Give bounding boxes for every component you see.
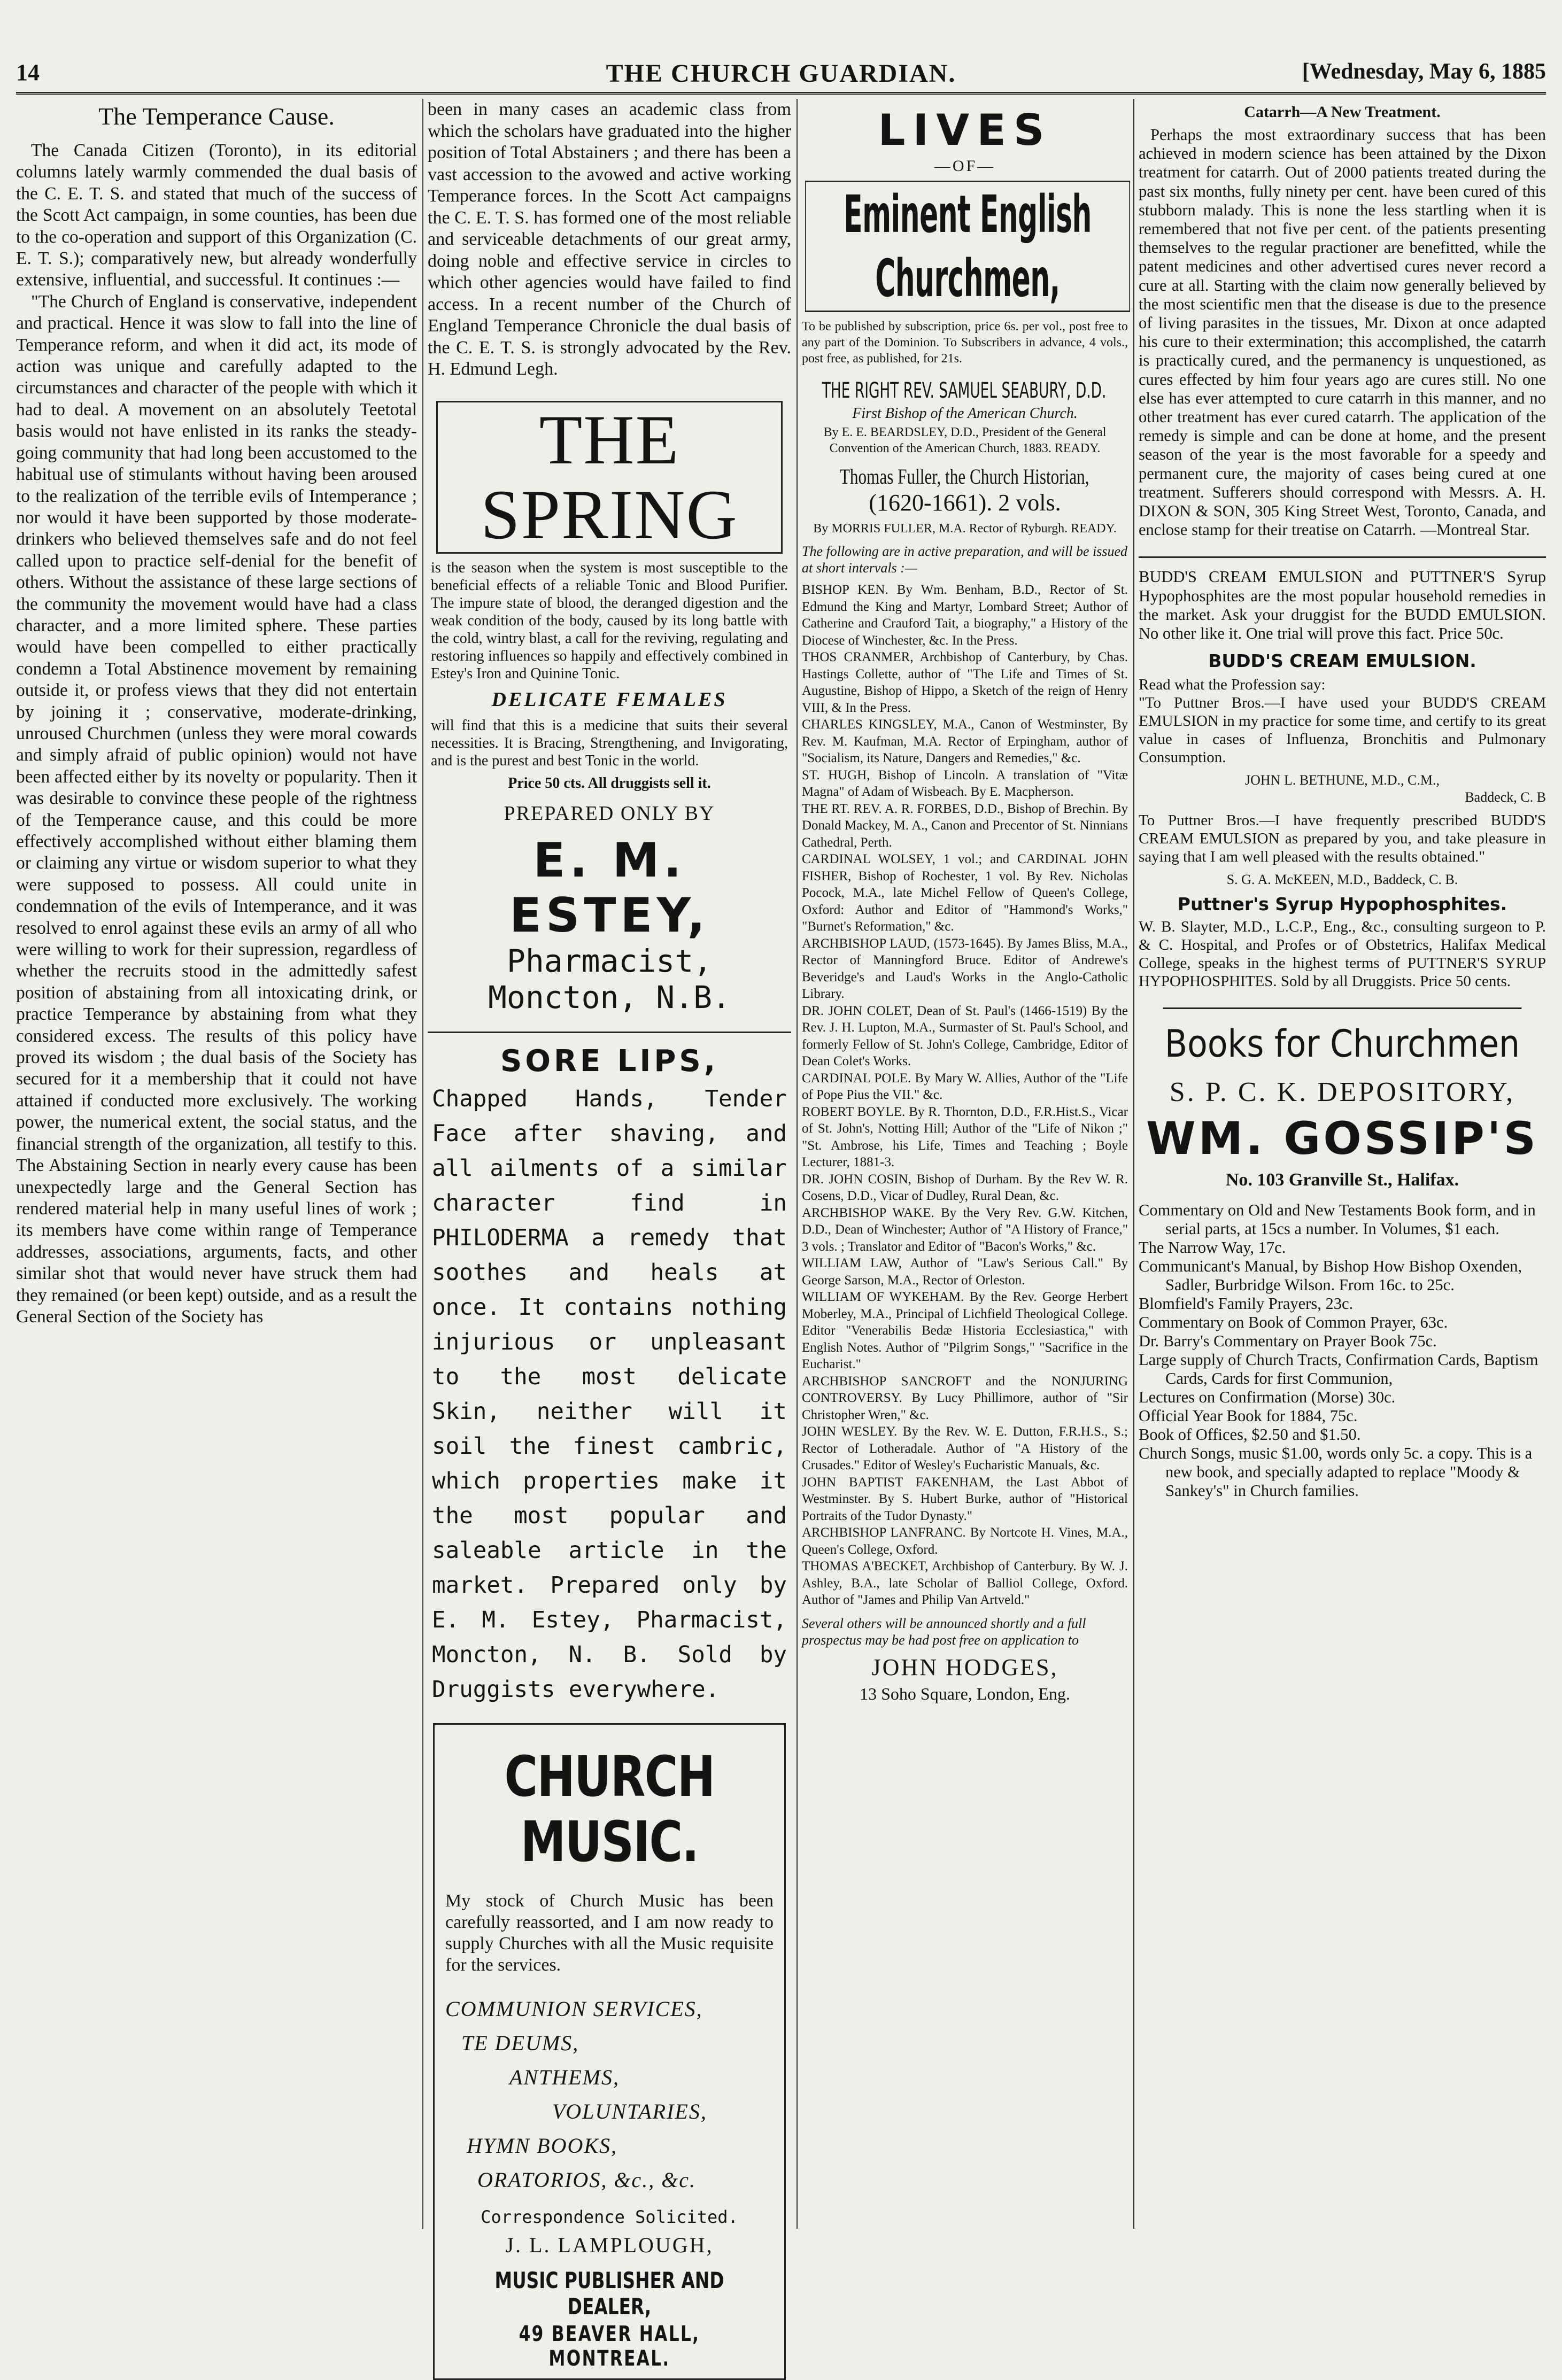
list-item: ARCHBISHOP LANFRANC. By Nortcote H. Vines, M.A., Queen's College, Oxford. [802, 1525, 1128, 1557]
budd-advertisement [1139, 556, 1546, 990]
column-4 [1139, 99, 1546, 2229]
list-item: CARDINAL WOLSEY, 1 vol.; and CARDINAL JOHN FISHER, Bishop of Rochester, 1 vol. By Rev. Nicholas Pocock, M.A., late Michel Fellow of Queen's College, Oxford: Author and Editor of "Hammond's Works," "Burnet's Reformation," &c. [802, 852, 1128, 934]
publisher-name: JOHN HODGES, [871, 1654, 1058, 1680]
column-rule [797, 99, 798, 2229]
article-heading: The Temperance Cause. [98, 103, 335, 130]
list-item: DR. JOHN COLET, Dean of St. Paul's (1466-1519) By the Rev. J. H. Lupton, M.A., Surmaster of St. Paul's School, and formerly Fellow of St. John's College, Cambridge, Editor of Dean Colet's Works. [802, 1003, 1128, 1068]
testimonial: To Puttner Bros.—I have frequently prescribed BUDD'S CREAM EMULSION as prepared by you, and take pleasure in saying that I am well pleased with the results obtained." [1139, 812, 1546, 866]
price-line: Price 50 cts. All druggists sell it. [508, 774, 711, 792]
seller-name: J. L. LAMPLOUGH, [505, 2232, 714, 2257]
signature-name: JOHN L. BETHUNE, M.D., C.M., [1245, 772, 1440, 788]
book-item: Communicant's Manual, by Bishop How Bishop Oxenden, Sadler, Burbridge Wilson. From 16c. to 25c. [1139, 1257, 1522, 1294]
lives-title: LIVES [878, 105, 1052, 155]
seller-role: MUSIC PUBLISHER AND DEALER, [494, 2267, 724, 2320]
list-item: ARCHBISHOP LAUD, (1573-1645). By James Bliss, M.A., Rector of Manningford Bruce. Editor of Andrewe's Beveridge's and Laud's Works in the Anglo-Catholic Library. [802, 936, 1128, 1001]
sore-lips-body: Chapped Hands, Tender Face after shaving, and all ailments of a similar character find in PHILODERMA a remedy that soothes and heals at once. It contains nothing injurious or unpleasant to the most delicate Skin, neither will it soil the finest cambric, which properties make it the most popular and saleable article in the market. Prepared only by E. M. Estey, Pharmacist, Moncton, N. B. Sold by Druggists everywhere. [432, 1086, 787, 1703]
maker-place: Pharmacist, Moncton, N.B. [488, 942, 731, 1015]
paper-title: THE CHURCH GUARDIAN. [606, 59, 956, 88]
book-item: Commentary on Old and New Testaments Book form, and in serial parts, at 15cs a number. In Volumes, $1 each. [1139, 1201, 1536, 1238]
fuller-years: (1620-1661). 2 vols. [869, 490, 1061, 516]
closing-note: Several others will be announced shortly and a full prospectus may be had post free on application to [802, 1615, 1086, 1648]
column-2 [428, 99, 791, 2371]
correspondence-line: Correspondence Solicited. [481, 2206, 738, 2227]
list-item: THOMAS A'BECKET, Archbishop of Canterbury. By W. J. Ashley, B.A., late Scholar of Balliol College, Oxford. Author of "James and Philip Van Artveld." [802, 1559, 1128, 1607]
book-list [1139, 1201, 1546, 1500]
column-rule [422, 99, 423, 2229]
music-item-list [445, 1992, 774, 2197]
delicate-body: will find that this is a medicine that suits their several necessities. It is Bracing, Strengthening, and Invigorating, and is the purest and best Tonic in the world. [431, 717, 788, 769]
article-continuation [428, 99, 791, 381]
list-item: THOS CRANMER, Archbishop of Canterbury, by Chas. Hastings Collette, author of "The Life and Times of St. Augustine, Bishop of Hippo, a Sketch of the reign of Henry VIII, & In the Press. [802, 650, 1128, 715]
article-paragraph: The Canada Citizen (Toronto), in its editorial columns lately warmly commended the dual basis of the C. E. T. S. and stated that much of the success of the Scott Act campaign, in some counties, has been due to the co-operation and support of this Organization (C. E. T. S.); comparatively new, but already wonderfully extensive, influential, and successful. It continues :— [16, 141, 417, 290]
book-item: Book of Offices, $2.50 and $1.50. [1139, 1425, 1361, 1444]
list-item: JOHN BAPTIST FAKENHAM, the Last Abbot of Westminster. By S. Hubert Burke, author of "Historical Portraits of the Tudor Dynasty." [802, 1475, 1128, 1523]
lives-subtitle: Eminent English Churchmen, [805, 181, 1130, 312]
publisher-address: 13 Soho Square, London, Eng. [860, 1684, 1070, 1703]
depository-name: S. P. C. K. DEPOSITORY, [1169, 1077, 1515, 1108]
sore-lips-title: SORE LIPS, [428, 1032, 791, 1079]
seabury-subtitle: First Bishop of the American Church. [852, 405, 1078, 422]
list-item: ST. HUGH, Bishop of Lincoln. A translation of "Vitæ Magna" of Adam of Wisbeach. By E. Macpherson. [802, 768, 1128, 799]
budd-heading: BUDD'S CREAM EMULSION. [1208, 650, 1476, 672]
list-item: JOHN WESLEY. By the Rev. W. E. Dutton, F.R.H.S., S.; Rector of Lotheradale. Author of "A History of the Crusades." Editor of Wesley's Eucharistic Manuals, &c. [802, 1424, 1128, 1472]
fuller-author: By MORRIS FULLER, M.A. Rector of Ryburgh. READY. [813, 522, 1117, 536]
book-item: Church Songs, music $1.00, words only 5c. a copy. This is a new book, and specially adapted to replace "Moody & Sankey's" in Church families. [1139, 1444, 1533, 1500]
forthcoming-list [802, 582, 1128, 1609]
book-item: Official Year Book for 1884, 75c. [1139, 1407, 1358, 1425]
testimonial-signature [1139, 772, 1546, 806]
books-advertisement [1139, 1007, 1546, 1500]
list-item: BISHOP KEN. By Wm. Benham, B.D., Rector of St. Edmund the King and Martyr, Lombard Street; Author of Catherine and Crauford Tait, a biography," a History of the Diocese of Winchester, &c. In the Press. [802, 583, 1128, 648]
column-3 [802, 99, 1128, 2229]
puttner-body: W. B. Slayter, M.D., L.C.P., Eng., &c., consulting surgeon to P. & C. Hospital, and Profes or of Obstetrics, Halifax Medical College, speaks in the highest terms of PUTTNER'S SYRUP HYPOPHOSPHITES. Sold by all Druggists. Price 50 cents. [1139, 918, 1546, 990]
bookseller-address: No. 103 Granville St., Halifax. [1225, 1170, 1459, 1190]
article-paragraph: been in many cases an academic class from which the scholars have graduated into the higher position of Total Abstainers ; and there has been a vast accession to the avowed and active working Temperance forces. In the Scott Act campaigns the C. E. T. S. has formed one of the most reliable and serviceable detachments of our great army, doing noble and effective service in circles to which other agencies would have failed to find access. In a recent number of the Church of England Temperance Chronicle the dual basis of the C. E. T. S. is strongly advocated by the Rev. H. Edmund Legh. [428, 99, 791, 379]
music-item: ANTHEMS, [509, 2065, 620, 2089]
subscription-terms: To be published by subscription, price 6s. per vol., post free to any part of the Dominion. To Subscribers in advance, 4 vols., post free, as published, for 21s. [802, 320, 1128, 366]
list-item: WILLIAM OF WYKEHAM. By the Rev. George Herbert Moberley, M.A., Principal of Lichfield Theological College. Editor "Venerabilis Bedæ Historia Ecclesiastica," with English Notes. Author of "Pilgrim Songs," "Sacrifice in the Eucharist." [802, 1290, 1128, 1371]
catarrh-body: Perhaps the most extraordinary success that has been achieved in modern science has been attained by the Dixon treatment for catarrh. Out of 2000 patients treated during the past six months, fully ninety per cent. have been cured of this stubborn malady. This is none the less startling when it is remembered that not five per cent. of the patients presenting themselves to the regular practioner are benefitted, while the patent medicines and other advertised cures never record a cure at all. Starting with the claim now generally believed by the most scientific men that the disease is due to the presence of living parasites in the tissues, Mr. Dixon at once adapted his cure to their extermination; this accomplished, the catarrh is practically cured, and the permanency is unquestioned, as cures effected by him four years ago are cures still. No one else has ever attempted to cure catarrh in this manner, and no other treatment has ever cured catarrh. The application of the remedy is simple and can be done at home, and the present season of the year is the most favorable for a speedy and permanent cure, the majority of cases being cured at one treatment. Sufferers should correspond with Messrs. A. H. DIXON & SON, 305 King Street West, Toronto, Canada, and enclose stamp for their treatise on Catarrh. —Montreal Star. [1139, 126, 1546, 539]
list-item: THE RT. REV. A. R. FORBES, D.D., Bishop of Brechin. By Donald Mackey, M. A., Canon and Precentor of St. Ninnians Cathedral, Perth. [802, 801, 1128, 850]
seller-address: 49 BEAVER HALL, MONTREAL. [519, 2321, 700, 2371]
music-item: COMMUNION SERVICES, [445, 1996, 703, 2021]
lives-of: —OF— [934, 157, 996, 175]
delicate-heading: DELICATE FEMALES [491, 688, 728, 711]
church-music-body: My stock of Church Music has been carefully reassorted, and I am now ready to supply Churches with all the Music requisite for the services. [445, 1890, 774, 1975]
testimonial: "To Puttner Bros.—I have used your BUDD'S CREAM EMULSION in my practice for some time, and certify to its great value in cases of Influenza, Bronchitis and Pulmonary Consumption. [1139, 694, 1546, 766]
list-item: ARCHBISHOP WAKE. By the Very Rev. G.W. Kitchen, D.D., Dean of Winchester; Author of "A History of France," 3 vols. ; Translator and Editor of "Bacon's Works," &c. [802, 1205, 1128, 1254]
spring-advertisement [428, 401, 791, 1015]
list-item: ROBERT BOYLE. By R. Thornton, D.D., F.R.Hist.S., Vicar of St. John's, Notting Hill; Author of the "Life of Nikon ;" "St. Ambrose, his Life, Times and Teaching ; Boyle Lecturer, 1881-3. [802, 1104, 1128, 1169]
puttner-heading: Puttner's Syrup Hypophosphites. [1177, 894, 1507, 915]
article-paragraph: "The Church of England is conservative, independent and practical. Hence it was slow to fall into the line of Temperance reform, and when it did act, its mode of action was unique and carefully adapted to the circumstances and character of the people with which it had to deal. A movement on an absolutely Teetotal basis would not have enlisted in its ranks the steady-going community that had long been accustomed to the habitual use of stimulants without having been aroused to the realization of the terrible evils of Intemperance ; nor would it have been supported by those moderate-drinkers who believed themselves safe and do not feel called upon to practice self-denial for the benefit of others. Without the assistance of these large sections of the community the movement would have had a class character, and a more limited sphere. These parties would have been compelled to either practically condemn a Total Abstinence movement by remaining outside it, or profess views that they did not entertain by joining it ; conservative, moderate-drinking, unroused Churchmen (unless they were moral cowards and simply afraid of public opinion) would not have been affected either by its novelty or popularity. Then it was desirable to convince these people of the rightness of the Temperance cause, and this could be more effectively accomplished without either blaming them or claiming any virtue or wisdom superior to what they were supposed to possess. All could unite in condemnation of the evils of Intemperance, and it was resolved to enrol against these evils an army of all who were willing to work for their supression, regardless of whether the recruits stood in the admittedly safest position of abstaining from all intoxicating drink, or practice Temperance by abstaining from what they considered excess. The results of this policy have proved its wisdom ; the dual basis of the Society has secured for it a membership that it could not have attained if conducted more exclusively. The working power, the numerical extent, the social status, and the financial strength of the organization, all testify to this. The Abstaining Section in nearly every cause has been unexpectedly large and the General Section has rendered material help in many useful lines of work ; its members have come within range of Temperance addresses, associations, arguments, facts, and other similar shot that would never have struck them had they remained (or been kept) outside, and as a result the General Section of the Society has [16, 291, 417, 1327]
testimonial-signature: S. G. A. McKEEN, M.D., Baddeck, C. B. [1226, 872, 1458, 888]
list-item: CARDINAL POLE. By Mary W. Allies, Author of the "Life of Pope Pius the VII." &c. [802, 1071, 1128, 1102]
list-item: DR. JOHN COSIN, Bishop of Durham. By the Rev W. R. Cosens, D.D., Vicar of Dudley, Rural Dean, &c. [802, 1172, 1128, 1203]
music-item: ORATORIOS, &c., &c. [477, 2167, 697, 2192]
list-item: ARCHBISHOP SANCROFT and the NONJURING CONTROVERSY. By Lucy Phillimore, author of "Sir Christopher Wren," &c. [802, 1374, 1128, 1422]
book-item: Large supply of Church Tracts, Confirmation Cards, Baptism Cards, Cards for first Communion, [1139, 1351, 1538, 1388]
spring-body: is the season when the system is most susceptible to the beneficial effects of a reliable Tonic and Blood Purifier. The impure state of blood, the deranged digestion and the weak condition of the body, caused by its long battle with the cold, wintry blast, a call for the reviving, regulating and restoring influences so happily and effectively combined in Estey's Iron and Quinine Tonic. [431, 559, 788, 682]
maker-name: E. M. ESTEY, [509, 832, 710, 943]
church-music-title: CHURCH MUSIC. [504, 1743, 715, 1874]
book-item: Dr. Barry's Commentary on Prayer Book 75c. [1139, 1332, 1437, 1351]
page-number: 14 [16, 59, 40, 86]
book-item: Commentary on Book of Common Prayer, 63c. [1139, 1313, 1448, 1332]
column-1 [16, 99, 417, 2229]
church-music-advertisement [433, 1723, 786, 2380]
budd-intro: BUDD'S CREAM EMULSION and PUTTNER'S Syrup Hypophosphites are the most popular household remedies in the market. Ask your druggist for the BUDD EMULSION. No other like it. One trial will prove this fact. Price 50c. [1139, 568, 1546, 643]
column-rule [1133, 99, 1134, 2229]
seabury-title: THE RIGHT REV. SAMUEL SEABURY, D.D. [822, 378, 1107, 403]
prepared-by: PREPARED ONLY BY [504, 802, 715, 825]
issue-date: [Wednesday, May 6, 1885 [1302, 59, 1546, 84]
catarrh-heading: Catarrh—A New Treatment. [1244, 103, 1441, 121]
spring-title: THE SPRING [436, 401, 783, 554]
page-header [16, 49, 1546, 95]
sore-lips-advertisement [428, 1032, 791, 1707]
fuller-title: Thomas Fuller, the Church Historian, [839, 464, 1089, 489]
profession-intro: Read what the Profession say: [1139, 676, 1326, 694]
music-item: TE DEUMS, [461, 2030, 579, 2055]
music-item: HYMN BOOKS, [467, 2133, 618, 2158]
list-item: WILLIAM LAW, Author of "Law's Serious Call." By George Sarson, M.A., Rector of Orleston. [802, 1256, 1128, 1288]
bookseller-name: WM. GOSSIP'S [1146, 1112, 1538, 1165]
book-item: The Narrow Way, 17c. [1139, 1238, 1286, 1257]
signature-place: Baddeck, C. B [1465, 789, 1546, 805]
book-item: Lectures on Confirmation (Morse) 30c. [1139, 1388, 1396, 1407]
list-item: CHARLES KINGSLEY, M.A., Canon of Westminster, By Rev. M. Kaufman, M.A. Rector of Erpingham, author of "Socialism, its Nature, Dangers and Remedies," &c. [802, 717, 1128, 765]
books-heading: Books for Churchmen [1163, 1007, 1522, 1066]
seabury-author: By E. E. BEARDSLEY, D.D., President of the General Convention of the American Church, 1883. READY. [823, 425, 1107, 455]
following-note: The following are in active preparation, and will be issued at short intervals :— [802, 544, 1128, 576]
book-item: Blomfield's Family Prayers, 23c. [1139, 1294, 1354, 1313]
music-item: VOLUNTARIES, [552, 2099, 707, 2123]
